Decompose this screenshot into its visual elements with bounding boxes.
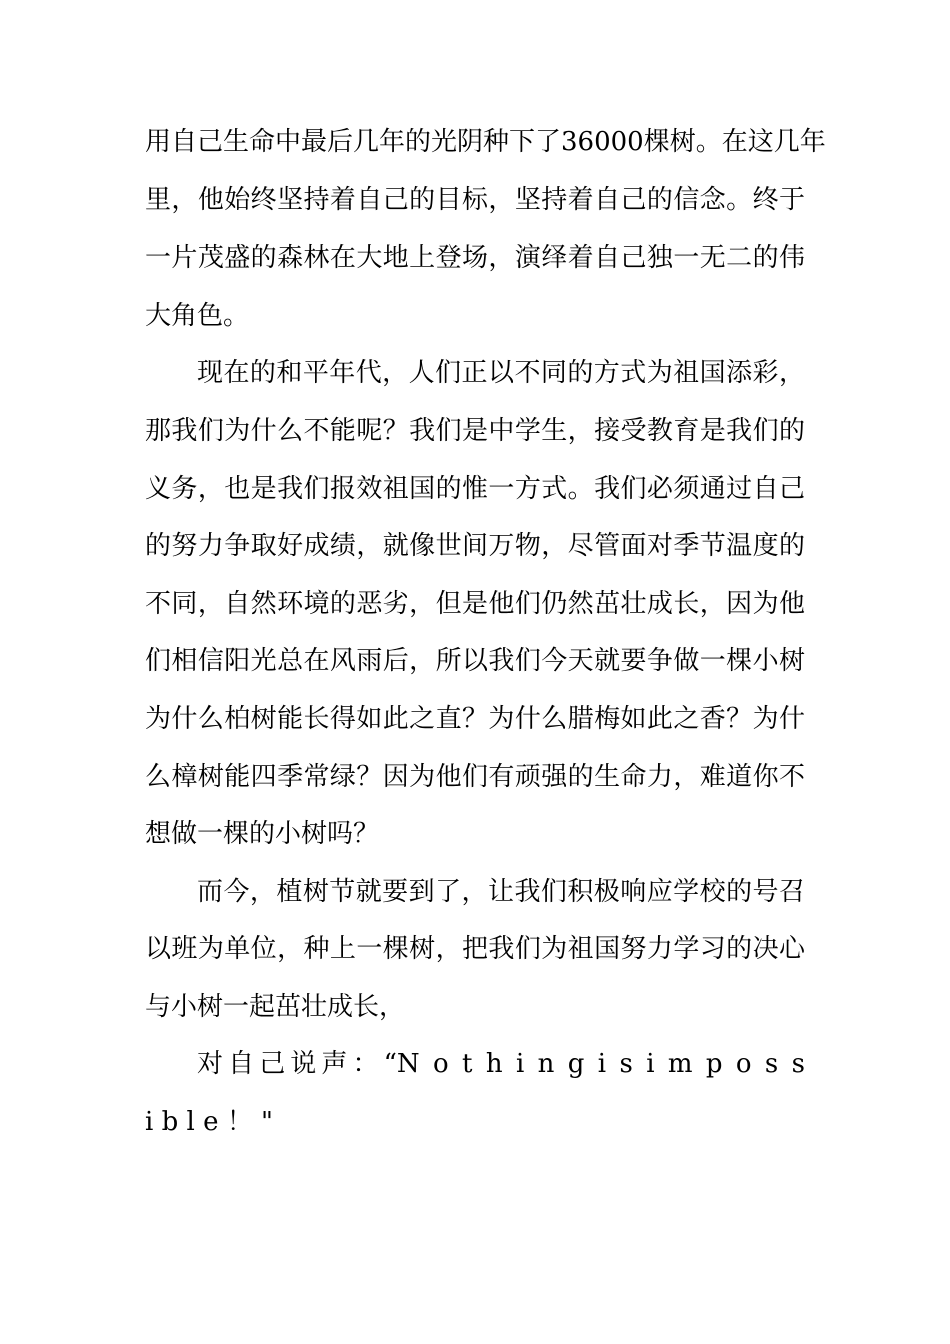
paragraph-2-line-3: 义务，也是我们报效祖国的惟一方式。我们必须通过自己 [145, 474, 805, 504]
paragraph-4-line-1: 对自己说声：“N o t h i n g i s i m p o s s [197, 1049, 805, 1079]
paragraph-2-line-4: 的努力争取好成绩，就像世间万物，尽管面对季节温度的 [145, 531, 805, 561]
paragraph-1-line-1: 用自己生命中最后几年的光阴种下了36000棵树。在这几年 [145, 127, 826, 157]
paragraph-2-line-6: 们相信阳光总在风雨后，所以我们今天就要争做一棵小树 [145, 646, 805, 676]
paragraph-3-line-1: 而今，植树节就要到了，让我们积极响应学校的号召 [197, 877, 805, 907]
paragraph-3-line-2: 以班为单位，种上一棵树，把我们为祖国努力学习的决心 [145, 934, 805, 964]
paragraph-4-line-2: i b l e ！ " [145, 1107, 273, 1137]
paragraph-2-line-7: 为什么柏树能长得如此之直？为什么腊梅如此之香？为什 [145, 704, 805, 734]
paragraph-2-line-5: 不同，自然环境的恶劣，但是他们仍然茁壮成长，因为他 [145, 589, 805, 619]
paragraph-3-line-3: 与小树一起茁壮成长， [145, 992, 406, 1022]
paragraph-1-line-4: 大角色。 [145, 301, 250, 331]
paragraph-2-line-1: 现在的和平年代，人们正以不同的方式为祖国添彩， [197, 358, 805, 388]
paragraph-2-line-9: 想做一棵的小树吗？ [145, 819, 380, 849]
paragraph-2-line-2: 那我们为什么不能呢？我们是中学生，接受教育是我们的 [145, 416, 805, 446]
paragraph-1-line-3: 一片茂盛的森林在大地上登场，演绎着自己独一无二的伟 [145, 243, 805, 273]
paragraph-1-line-2: 里，他始终坚持着自己的目标，坚持着自己的信念。终于 [145, 185, 805, 215]
paragraph-2-line-8: 么樟树能四季常绿？因为他们有顽强的生命力，难道你不 [145, 762, 805, 792]
